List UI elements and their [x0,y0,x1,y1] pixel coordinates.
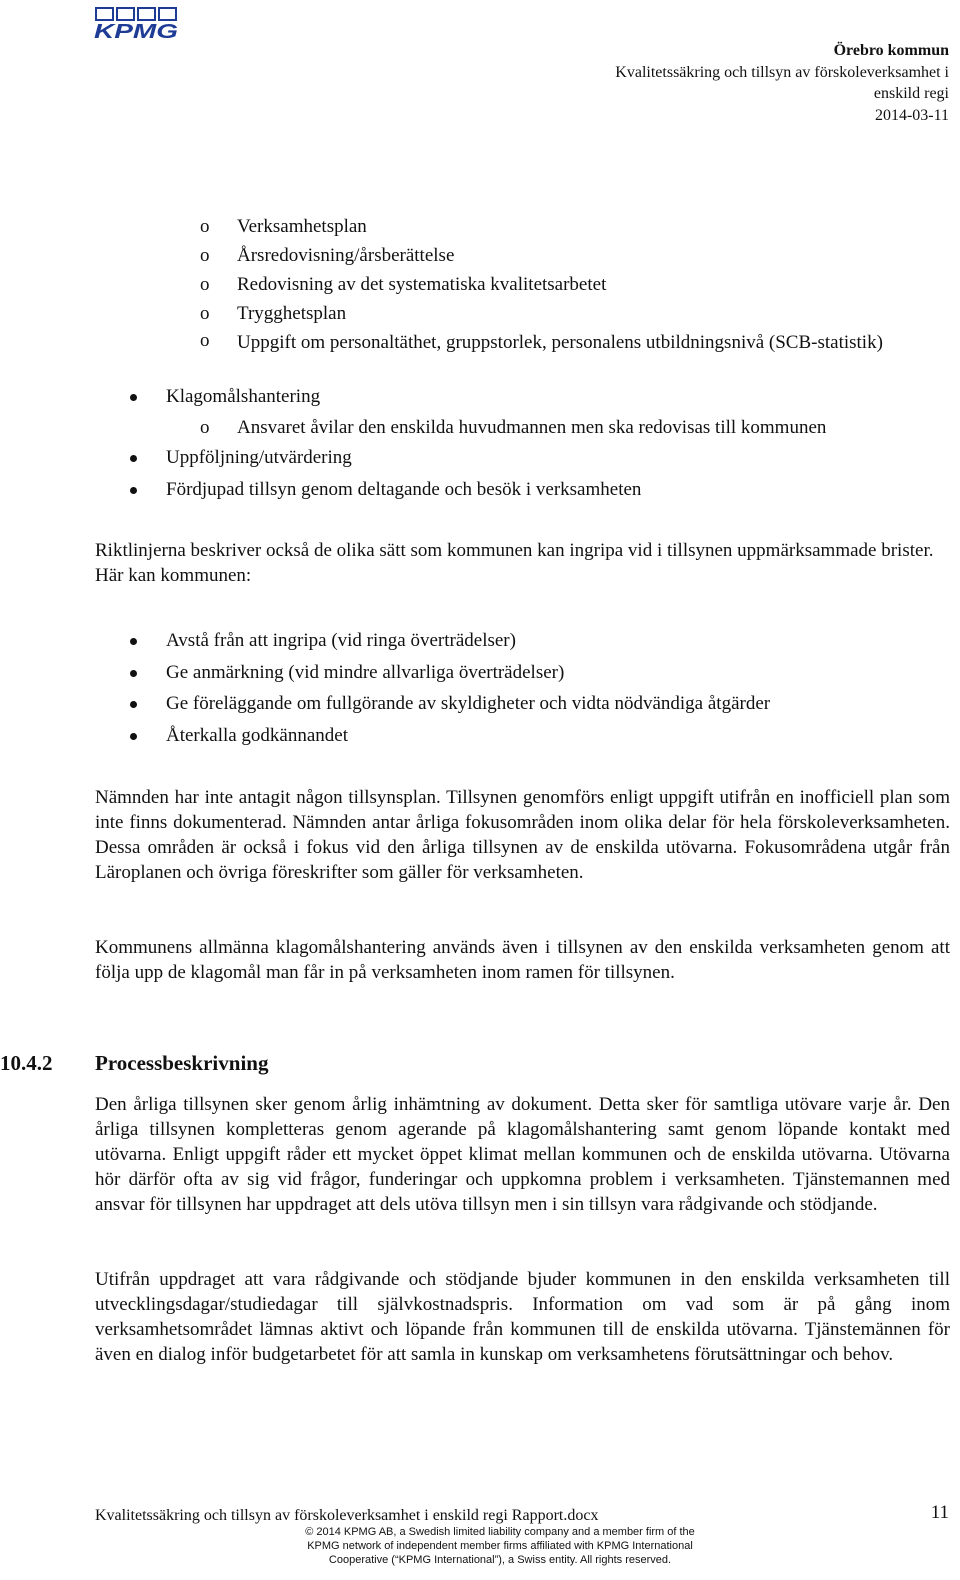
bullet-dot-icon [130,670,137,677]
kpmg-logo-text: KPMG [94,21,178,41]
bullet-dot-icon [130,487,137,494]
sublist-item [0,212,960,241]
sublist-item [0,241,960,270]
copyright-line: © 2014 KPMG AB, a Swedish limited liability company and a member firm of the [305,1526,695,1538]
bullet-item [0,475,960,505]
bullet-dot-icon [130,733,137,740]
bullet-list-interventions [0,625,960,751]
bullet-text: Fördjupad tillsyn genom deltagande och besök i verksamheten [166,478,642,500]
bullet-text: Ge anmärkning (vid mindre allvarliga överträdelser) [166,661,565,683]
sublist-marker: o [200,216,210,237]
paragraph-intervene: Riktlinjerna beskriver också de olika sätt som kommunen kan ingripa vid i tillsynen uppmärksammade brister. Här kan kommunen: [95,540,934,586]
bullet-item [0,382,960,412]
bullet-dot-icon [130,638,137,645]
bullet-list-followup [0,382,960,506]
sublist-marker: o [200,245,210,266]
sublist-marker: o [200,416,210,438]
bullet-subitem [0,414,960,442]
bullet-text: Ge föreläggande om fullgörande av skyldigheter och vidta nödvändiga åtgärder [166,693,771,714]
copyright-line: KPMG network of independent member firms affiliated with KPMG International [307,1540,693,1552]
sublist-marker: o [200,303,210,324]
bullet-text: Uppföljning/utvärdering [166,447,352,468]
page-number: 11 [930,1502,949,1523]
sublist-item [0,328,960,356]
document-sublist [0,212,960,356]
bullet-dot-icon [130,701,137,708]
bullet-item [0,688,960,720]
bullet-item [0,443,960,473]
sublist-text: Verksamhetsplan [237,216,367,237]
copyright-line: Cooperative (“KPMG International”), a Swiss entity. All rights reserved. [328,1554,672,1566]
section-title: Processbeskrivning [95,1051,269,1075]
paragraph-supervision-plan: Nämnden har inte antagit någon tillsynsplan. Tillsynen genomförs enligt uppgift utifrån en inofficiell plan som inte finns dokumenterad. Nämnden antar årliga fokusområden inom olika delar för hela förskoleverksamheten. Dessa områden är också i fokus vid den årliga tillsynen av de enskilda utövarna. Fokusområdena utgår från Läroplanen och övriga föreskrifter som gäller för verksamheten. [95,787,950,883]
sublist-marker: o [200,274,210,295]
sublist-text: Redovisning av det systematiska kvalitetsarbetet [237,274,607,295]
document-header [529,40,949,126]
sublist-item [0,299,960,328]
bullet-text: Återkalla godkännandet [166,724,349,746]
bullet-dot-icon [130,455,137,462]
header-title-line2: enskild regi [873,85,949,102]
bullet-dot-icon [130,394,137,401]
kpmg-logo-graphic [93,5,183,41]
footer-copyright [255,1525,745,1567]
paragraph-complaints: Kommunens allmänna klagomålshantering används även i tillsynen av den enskilda verksamheten genom att följa upp de klagomål man får in på verksamheten inom ramen för tillsynen. [95,937,950,983]
header-organization: Örebro kommun [833,42,949,59]
sublist-text: Uppgift om personaltäthet, gruppstorlek, personalens utbildningsnivå (SCB-statistik) [237,332,883,353]
bullet-item [0,657,960,689]
section-number: 10.4.2 [0,1051,53,1075]
paragraph-process-2: Utifrån uppdraget att vara rådgivande och stödjande bjuder kommunen in den enskilda verksamheten till utvecklingsdagar/studiedagar till självkostnadspris. Information om vad som är på gång inom verksamhetsområdet lämnas aktivt och löpande från kommunen till de enskilda utövarna. Tjänstemännen för även en dialog inför budgetarbetet för att samla in kunskap om verksamhetens förutsättningar och behov. [95,1269,950,1365]
sublist-marker: o [200,330,210,351]
bullet-text: Klagomålshantering [166,386,321,407]
sublist-item [0,270,960,299]
bullet-text: Avstå från att ingripa (vid ringa överträdelser) [166,630,516,651]
paragraph-process-1: Den årliga tillsynen sker genom årlig inhämtning av dokument. Detta sker för samtliga utövare varje år. Den årliga tillsynen kompletteras genom agerande på klagomålshantering samt genom löpande kontakt med utövarna. Enligt uppgift råder ett mycket öppet klimat mellan kommunen och de enskilda utövarna. Utövarna hör därför ofta av sig vid frågor, funderingar och uppkomna problem i verksamheten. Tjänstemannen med ansvar för tillsynen har uppdraget att dels utöva tillsyn men i sin tillsyn vara rådgivande och stödjande. [95,1094,950,1215]
kpmg-logo [93,5,183,41]
header-title-line1: Kvalitetssäkring och tillsyn av förskoleverksamhet i [615,63,949,81]
sublist-text: Trygghetsplan [237,303,347,324]
sublist-text: Årsredovisning/årsberättelse [237,245,455,266]
bullet-item [0,720,960,752]
bullet-item [0,625,960,657]
bullet-subtext: Ansvaret åvilar den enskilda huvudmannen men ska redovisas till kommunen [237,416,827,438]
footer-document-name: Kvalitetssäkring och tillsyn av förskoleverksamhet i enskild regi Rapport.docx [95,1507,599,1524]
header-date: 2014-03-11 [874,106,949,124]
